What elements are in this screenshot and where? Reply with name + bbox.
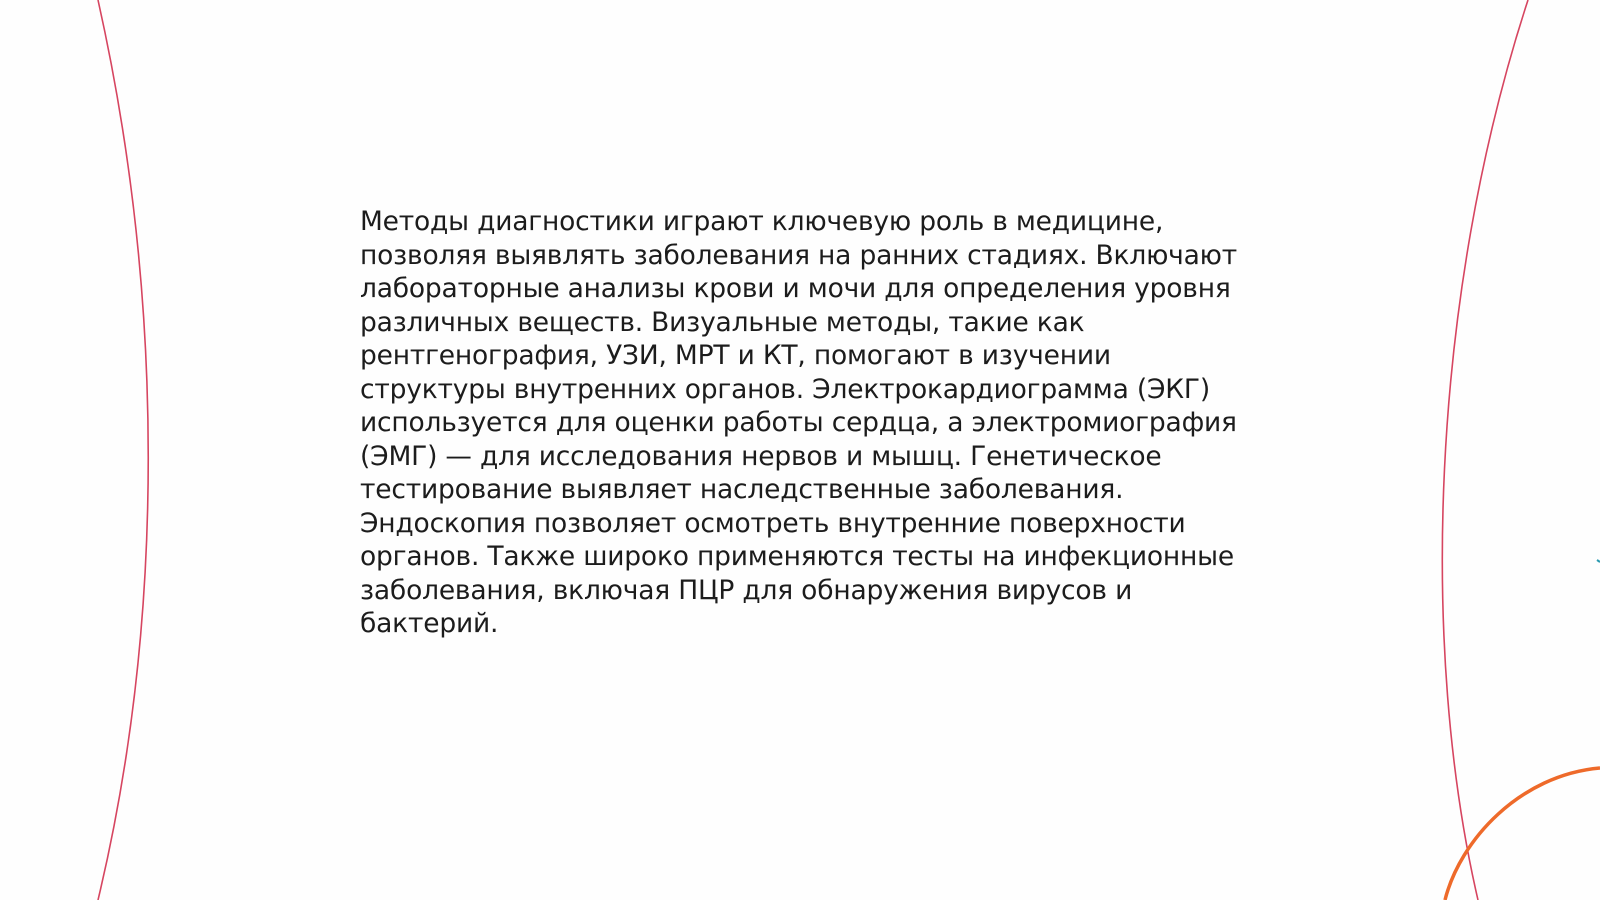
paragraph-line: заболевания, включая ПЦР для обнаружения вирусов и bbox=[360, 574, 1133, 606]
paragraph-line: тестирование выявляет наследственные заболевания. bbox=[360, 474, 1124, 505]
paragraph-line: Методы диагностики играют ключевую роль в медицине, bbox=[360, 206, 1164, 237]
slide-body-paragraph bbox=[360, 205, 1240, 641]
right-decorative-curve bbox=[1442, 0, 1528, 900]
paragraph-line: органов. Также широко применяются тесты на инфекционные bbox=[360, 541, 1234, 572]
paragraph-line: структуры внутренних органов. Электрокардиограмма (ЭКГ) bbox=[360, 373, 1211, 405]
paragraph-line: позволяя выявлять заболевания на ранних стадиях. Включают bbox=[360, 239, 1238, 271]
paragraph-line: рентгенография, УЗИ, МРТ и КТ, помогают в изучении bbox=[360, 340, 1111, 371]
paragraph-line: различных веществ. Визуальные методы, такие как bbox=[360, 306, 1085, 338]
orange-decorative-arc bbox=[1445, 768, 1600, 900]
paragraph-line: используется для оценки работы сердца, а электромиография bbox=[360, 407, 1237, 438]
paragraph-line: лабораторные анализы крови и мочи для определения уровня bbox=[360, 273, 1231, 304]
paragraph-line: бактерий. bbox=[360, 608, 499, 639]
left-decorative-curve bbox=[98, 0, 148, 900]
paragraph-line: Эндоскопия позволяет осмотреть внутренние поверхности bbox=[360, 507, 1186, 539]
paragraph-line: (ЭМГ) — для исследования нервов и мышц. Генетическое bbox=[360, 440, 1162, 472]
